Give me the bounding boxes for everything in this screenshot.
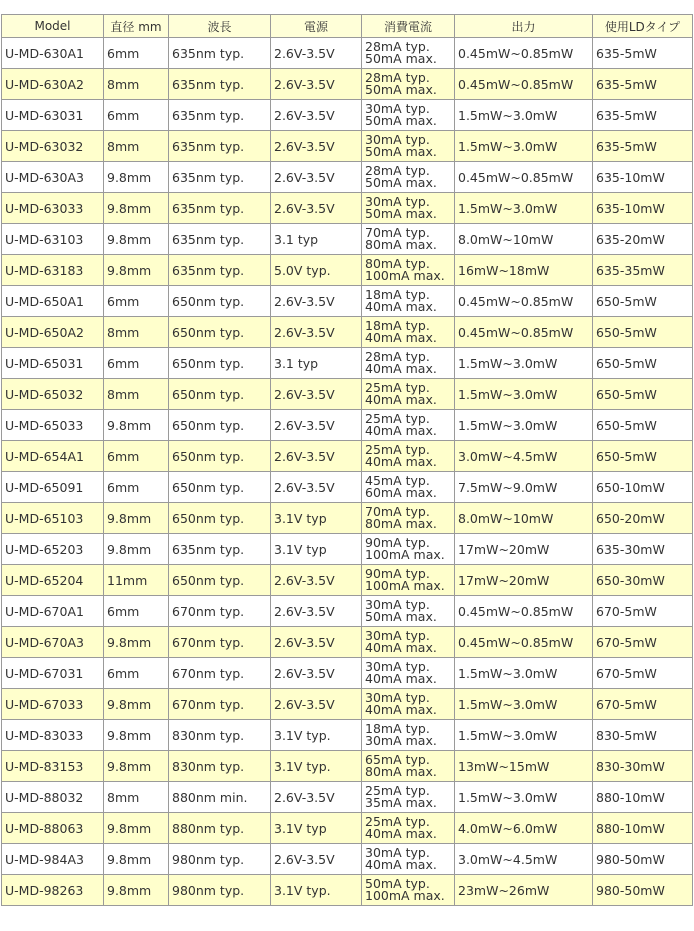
cell-diameter: 6mm <box>104 596 169 627</box>
current-typical: 28mA typ. <box>365 163 430 178</box>
cell-wavelength: 650nm typ. <box>169 286 271 317</box>
cell-current <box>362 782 455 813</box>
current-typical: 45mA typ. <box>365 473 430 488</box>
table-row <box>2 720 693 751</box>
cell-output: 8.0mW~10mW <box>455 503 593 534</box>
cell-ld-type: 635-20mW <box>593 224 693 255</box>
cell-wavelength: 650nm typ. <box>169 565 271 596</box>
cell-output: 1.5mW~3.0mW <box>455 782 593 813</box>
cell-output: 3.0mW~4.5mW <box>455 844 593 875</box>
current-max: 50mA max. <box>365 144 437 159</box>
table-row <box>2 224 693 255</box>
cell-wavelength: 650nm typ. <box>169 441 271 472</box>
table-row <box>2 348 693 379</box>
cell-ld-type: 670-5mW <box>593 596 693 627</box>
cell-wavelength: 635nm typ. <box>169 38 271 69</box>
current-typical: 28mA typ. <box>365 349 430 364</box>
cell-wavelength: 635nm typ. <box>169 534 271 565</box>
cell-wavelength: 635nm typ. <box>169 162 271 193</box>
cell-current <box>362 348 455 379</box>
cell-model: U-MD-83033 <box>2 720 104 751</box>
cell-ld-type: 650-5mW <box>593 441 693 472</box>
cell-power-supply: 2.6V-3.5V <box>271 38 362 69</box>
current-typical: 30mA typ. <box>365 845 430 860</box>
cell-wavelength: 635nm typ. <box>169 255 271 286</box>
current-typical: 30mA typ. <box>365 690 430 705</box>
cell-diameter: 9.8mm <box>104 689 169 720</box>
cell-model: U-MD-63031 <box>2 100 104 131</box>
cell-ld-type: 635-5mW <box>593 131 693 162</box>
cell-wavelength: 670nm typ. <box>169 689 271 720</box>
current-max: 100mA max. <box>365 888 445 903</box>
cell-power-supply: 3.1 typ <box>271 224 362 255</box>
cell-model: U-MD-65033 <box>2 410 104 441</box>
cell-output: 1.5mW~3.0mW <box>455 348 593 379</box>
table-row <box>2 472 693 503</box>
cell-ld-type: 635-10mW <box>593 162 693 193</box>
header-model: Model <box>2 15 104 38</box>
cell-diameter: 9.8mm <box>104 410 169 441</box>
table-row <box>2 38 693 69</box>
cell-current <box>362 720 455 751</box>
cell-output: 0.45mW~0.85mW <box>455 596 593 627</box>
cell-current <box>362 503 455 534</box>
cell-model: U-MD-63032 <box>2 131 104 162</box>
current-typical: 90mA typ. <box>365 566 430 581</box>
current-typical: 30mA typ. <box>365 132 430 147</box>
cell-diameter: 6mm <box>104 38 169 69</box>
current-typical: 30mA typ. <box>365 597 430 612</box>
table-row <box>2 255 693 286</box>
cell-power-supply: 3.1 typ <box>271 348 362 379</box>
cell-model: U-MD-63183 <box>2 255 104 286</box>
header-row <box>2 15 693 38</box>
cell-current <box>362 100 455 131</box>
current-max: 100mA max. <box>365 268 445 283</box>
cell-diameter: 8mm <box>104 379 169 410</box>
table-row <box>2 813 693 844</box>
cell-wavelength: 635nm typ. <box>169 193 271 224</box>
table-row <box>2 844 693 875</box>
cell-current <box>362 875 455 906</box>
cell-model: U-MD-63103 <box>2 224 104 255</box>
cell-ld-type: 650-10mW <box>593 472 693 503</box>
cell-ld-type: 650-5mW <box>593 317 693 348</box>
cell-wavelength: 650nm typ. <box>169 410 271 441</box>
cell-current <box>362 131 455 162</box>
cell-power-supply: 2.6V-3.5V <box>271 193 362 224</box>
cell-current <box>362 627 455 658</box>
cell-diameter: 9.8mm <box>104 162 169 193</box>
header-current: 消費電流 <box>362 15 455 38</box>
cell-output: 0.45mW~0.85mW <box>455 38 593 69</box>
cell-model: U-MD-98263 <box>2 875 104 906</box>
current-typical: 25mA typ. <box>365 814 430 829</box>
cell-model: U-MD-65103 <box>2 503 104 534</box>
cell-diameter: 6mm <box>104 472 169 503</box>
cell-model: U-MD-630A3 <box>2 162 104 193</box>
cell-ld-type: 650-5mW <box>593 286 693 317</box>
cell-diameter: 9.8mm <box>104 875 169 906</box>
cell-current <box>362 286 455 317</box>
current-typical: 70mA typ. <box>365 504 430 519</box>
current-max: 50mA max. <box>365 206 437 221</box>
cell-model: U-MD-88063 <box>2 813 104 844</box>
cell-power-supply: 3.1V typ. <box>271 875 362 906</box>
cell-diameter: 9.8mm <box>104 720 169 751</box>
table-row <box>2 689 693 720</box>
cell-wavelength: 880nm min. <box>169 782 271 813</box>
table-body <box>2 38 693 906</box>
header-power-supply: 電源 <box>271 15 362 38</box>
cell-wavelength: 650nm typ. <box>169 348 271 379</box>
cell-model: U-MD-65032 <box>2 379 104 410</box>
cell-wavelength: 650nm typ. <box>169 379 271 410</box>
cell-current <box>362 596 455 627</box>
table-row <box>2 410 693 441</box>
cell-output: 16mW~18mW <box>455 255 593 286</box>
spec-table <box>1 14 693 906</box>
current-max: 40mA max. <box>365 671 437 686</box>
current-max: 30mA max. <box>365 733 437 748</box>
current-typical: 30mA typ. <box>365 628 430 643</box>
current-typical: 18mA typ. <box>365 721 430 736</box>
cell-output: 8.0mW~10mW <box>455 224 593 255</box>
cell-model: U-MD-650A2 <box>2 317 104 348</box>
cell-model: U-MD-65203 <box>2 534 104 565</box>
cell-diameter: 6mm <box>104 100 169 131</box>
cell-ld-type: 650-30mW <box>593 565 693 596</box>
current-typical: 80mA typ. <box>365 256 430 271</box>
cell-power-supply: 2.6V-3.5V <box>271 596 362 627</box>
cell-ld-type: 830-30mW <box>593 751 693 782</box>
cell-output: 17mW~20mW <box>455 534 593 565</box>
cell-wavelength: 670nm typ. <box>169 627 271 658</box>
cell-power-supply: 2.6V-3.5V <box>271 317 362 348</box>
cell-model: U-MD-65204 <box>2 565 104 596</box>
cell-power-supply: 2.6V-3.5V <box>271 689 362 720</box>
cell-output: 0.45mW~0.85mW <box>455 162 593 193</box>
current-max: 100mA max. <box>365 547 445 562</box>
cell-power-supply: 2.6V-3.5V <box>271 441 362 472</box>
cell-model: U-MD-67033 <box>2 689 104 720</box>
cell-wavelength: 980nm typ. <box>169 875 271 906</box>
current-max: 40mA max. <box>365 330 437 345</box>
current-typical: 30mA typ. <box>365 659 430 674</box>
table-row <box>2 379 693 410</box>
current-typical: 70mA typ. <box>365 225 430 240</box>
cell-power-supply: 2.6V-3.5V <box>271 472 362 503</box>
cell-diameter: 6mm <box>104 441 169 472</box>
table-row <box>2 100 693 131</box>
cell-ld-type: 880-10mW <box>593 813 693 844</box>
cell-diameter: 11mm <box>104 565 169 596</box>
cell-diameter: 9.8mm <box>104 193 169 224</box>
current-typical: 28mA typ. <box>365 70 430 85</box>
cell-wavelength: 635nm typ. <box>169 100 271 131</box>
table-row <box>2 131 693 162</box>
cell-model: U-MD-63033 <box>2 193 104 224</box>
cell-power-supply: 2.6V-3.5V <box>271 69 362 100</box>
cell-output: 1.5mW~3.0mW <box>455 720 593 751</box>
cell-wavelength: 650nm typ. <box>169 472 271 503</box>
cell-wavelength: 670nm typ. <box>169 596 271 627</box>
cell-current <box>362 565 455 596</box>
header-wavelength: 波長 <box>169 15 271 38</box>
cell-power-supply: 2.6V-3.5V <box>271 100 362 131</box>
cell-ld-type: 635-5mW <box>593 38 693 69</box>
cell-current <box>362 441 455 472</box>
table-row <box>2 782 693 813</box>
cell-diameter: 6mm <box>104 658 169 689</box>
cell-output: 0.45mW~0.85mW <box>455 627 593 658</box>
cell-current <box>362 410 455 441</box>
current-typical: 50mA typ. <box>365 876 430 891</box>
table-row <box>2 193 693 224</box>
current-max: 80mA max. <box>365 237 437 252</box>
cell-ld-type: 670-5mW <box>593 689 693 720</box>
current-typical: 25mA typ. <box>365 380 430 395</box>
cell-power-supply: 2.6V-3.5V <box>271 782 362 813</box>
cell-output: 7.5mW~9.0mW <box>455 472 593 503</box>
cell-power-supply: 3.1V typ. <box>271 720 362 751</box>
cell-model: U-MD-88032 <box>2 782 104 813</box>
cell-wavelength: 650nm typ. <box>169 503 271 534</box>
current-typical: 18mA typ. <box>365 318 430 333</box>
cell-power-supply: 2.6V-3.5V <box>271 286 362 317</box>
current-max: 80mA max. <box>365 516 437 531</box>
cell-ld-type: 670-5mW <box>593 627 693 658</box>
cell-ld-type: 670-5mW <box>593 658 693 689</box>
cell-power-supply: 3.1V typ <box>271 813 362 844</box>
cell-ld-type: 635-30mW <box>593 534 693 565</box>
cell-current <box>362 317 455 348</box>
table-row <box>2 441 693 472</box>
cell-model: U-MD-83153 <box>2 751 104 782</box>
cell-current <box>362 844 455 875</box>
cell-wavelength: 635nm typ. <box>169 69 271 100</box>
cell-current <box>362 658 455 689</box>
current-max: 40mA max. <box>365 423 437 438</box>
cell-ld-type: 880-10mW <box>593 782 693 813</box>
current-typical: 30mA typ. <box>365 194 430 209</box>
table-row <box>2 627 693 658</box>
cell-power-supply: 3.1V typ. <box>271 751 362 782</box>
cell-ld-type: 635-35mW <box>593 255 693 286</box>
table-row <box>2 534 693 565</box>
cell-diameter: 9.8mm <box>104 224 169 255</box>
cell-power-supply: 2.6V-3.5V <box>271 627 362 658</box>
cell-power-supply: 2.6V-3.5V <box>271 565 362 596</box>
cell-power-supply: 2.6V-3.5V <box>271 131 362 162</box>
cell-output: 1.5mW~3.0mW <box>455 131 593 162</box>
cell-model: U-MD-67031 <box>2 658 104 689</box>
current-max: 60mA max. <box>365 485 437 500</box>
current-max: 50mA max. <box>365 175 437 190</box>
current-typical: 90mA typ. <box>365 535 430 550</box>
cell-diameter: 6mm <box>104 348 169 379</box>
cell-diameter: 9.8mm <box>104 813 169 844</box>
cell-diameter: 9.8mm <box>104 627 169 658</box>
cell-current <box>362 751 455 782</box>
cell-output: 1.5mW~3.0mW <box>455 689 593 720</box>
current-max: 50mA max. <box>365 113 437 128</box>
table-row <box>2 565 693 596</box>
cell-current <box>362 193 455 224</box>
cell-diameter: 9.8mm <box>104 255 169 286</box>
cell-output: 13mW~15mW <box>455 751 593 782</box>
table-row <box>2 596 693 627</box>
cell-diameter: 9.8mm <box>104 844 169 875</box>
cell-diameter: 9.8mm <box>104 751 169 782</box>
cell-current <box>362 472 455 503</box>
cell-wavelength: 830nm typ. <box>169 751 271 782</box>
cell-output: 0.45mW~0.85mW <box>455 69 593 100</box>
cell-ld-type: 980-50mW <box>593 844 693 875</box>
cell-model: U-MD-670A1 <box>2 596 104 627</box>
cell-power-supply: 2.6V-3.5V <box>271 379 362 410</box>
cell-current <box>362 689 455 720</box>
cell-diameter: 8mm <box>104 782 169 813</box>
cell-power-supply: 2.6V-3.5V <box>271 658 362 689</box>
table-row <box>2 162 693 193</box>
cell-diameter: 9.8mm <box>104 534 169 565</box>
current-max: 40mA max. <box>365 702 437 717</box>
current-max: 50mA max. <box>365 82 437 97</box>
header-output: 出力 <box>455 15 593 38</box>
cell-wavelength: 635nm typ. <box>169 131 271 162</box>
cell-wavelength: 880nm typ. <box>169 813 271 844</box>
cell-current <box>362 813 455 844</box>
header-ld-type: 使用LDタイプ <box>593 15 693 38</box>
cell-wavelength: 650nm typ. <box>169 317 271 348</box>
cell-model: U-MD-630A1 <box>2 38 104 69</box>
cell-ld-type: 635-5mW <box>593 69 693 100</box>
cell-diameter: 9.8mm <box>104 503 169 534</box>
current-max: 80mA max. <box>365 764 437 779</box>
cell-current <box>362 38 455 69</box>
cell-output: 0.45mW~0.85mW <box>455 286 593 317</box>
current-max: 40mA max. <box>365 826 437 841</box>
header-diameter: 直径 mm <box>104 15 169 38</box>
cell-output: 1.5mW~3.0mW <box>455 410 593 441</box>
cell-model: U-MD-650A1 <box>2 286 104 317</box>
cell-ld-type: 650-20mW <box>593 503 693 534</box>
table-row <box>2 875 693 906</box>
cell-ld-type: 980-50mW <box>593 875 693 906</box>
current-typical: 25mA typ. <box>365 783 430 798</box>
cell-model: U-MD-654A1 <box>2 441 104 472</box>
cell-diameter: 6mm <box>104 286 169 317</box>
current-max: 40mA max. <box>365 392 437 407</box>
current-typical: 25mA typ. <box>365 411 430 426</box>
cell-ld-type: 650-5mW <box>593 379 693 410</box>
cell-wavelength: 830nm typ. <box>169 720 271 751</box>
table-row <box>2 69 693 100</box>
cell-output: 1.5mW~3.0mW <box>455 658 593 689</box>
current-typical: 18mA typ. <box>365 287 430 302</box>
cell-model: U-MD-630A2 <box>2 69 104 100</box>
cell-model: U-MD-65091 <box>2 472 104 503</box>
cell-current <box>362 162 455 193</box>
current-typical: 65mA typ. <box>365 752 430 767</box>
cell-current <box>362 224 455 255</box>
current-max: 40mA max. <box>365 299 437 314</box>
cell-output: 3.0mW~4.5mW <box>455 441 593 472</box>
table-row <box>2 286 693 317</box>
cell-model: U-MD-670A3 <box>2 627 104 658</box>
cell-ld-type: 650-5mW <box>593 348 693 379</box>
cell-power-supply: 3.1V typ <box>271 503 362 534</box>
cell-current <box>362 379 455 410</box>
cell-power-supply: 3.1V typ <box>271 534 362 565</box>
cell-diameter: 8mm <box>104 69 169 100</box>
cell-output: 0.45mW~0.85mW <box>455 317 593 348</box>
cell-power-supply: 5.0V typ. <box>271 255 362 286</box>
cell-current <box>362 255 455 286</box>
cell-power-supply: 2.6V-3.5V <box>271 410 362 441</box>
cell-output: 23mW~26mW <box>455 875 593 906</box>
cell-output: 4.0mW~6.0mW <box>455 813 593 844</box>
cell-model: U-MD-65031 <box>2 348 104 379</box>
current-max: 35mA max. <box>365 795 437 810</box>
cell-diameter: 8mm <box>104 317 169 348</box>
table-row <box>2 751 693 782</box>
table-row <box>2 658 693 689</box>
current-max: 50mA max. <box>365 51 437 66</box>
current-max: 40mA max. <box>365 454 437 469</box>
cell-ld-type: 650-5mW <box>593 410 693 441</box>
cell-diameter: 8mm <box>104 131 169 162</box>
cell-current <box>362 69 455 100</box>
current-typical: 30mA typ. <box>365 101 430 116</box>
table-row <box>2 317 693 348</box>
cell-current <box>362 534 455 565</box>
current-typical: 28mA typ. <box>365 39 430 54</box>
current-typical: 25mA typ. <box>365 442 430 457</box>
cell-wavelength: 980nm typ. <box>169 844 271 875</box>
current-max: 100mA max. <box>365 578 445 593</box>
current-max: 40mA max. <box>365 640 437 655</box>
cell-model: U-MD-984A3 <box>2 844 104 875</box>
cell-ld-type: 635-10mW <box>593 193 693 224</box>
cell-wavelength: 635nm typ. <box>169 224 271 255</box>
cell-output: 1.5mW~3.0mW <box>455 193 593 224</box>
cell-power-supply: 2.6V-3.5V <box>271 844 362 875</box>
current-max: 40mA max. <box>365 857 437 872</box>
cell-output: 1.5mW~3.0mW <box>455 100 593 131</box>
current-max: 50mA max. <box>365 609 437 624</box>
cell-ld-type: 830-5mW <box>593 720 693 751</box>
cell-ld-type: 635-5mW <box>593 100 693 131</box>
current-max: 40mA max. <box>365 361 437 376</box>
table-row <box>2 503 693 534</box>
cell-output: 17mW~20mW <box>455 565 593 596</box>
cell-power-supply: 2.6V-3.5V <box>271 162 362 193</box>
cell-wavelength: 670nm typ. <box>169 658 271 689</box>
cell-output: 1.5mW~3.0mW <box>455 379 593 410</box>
